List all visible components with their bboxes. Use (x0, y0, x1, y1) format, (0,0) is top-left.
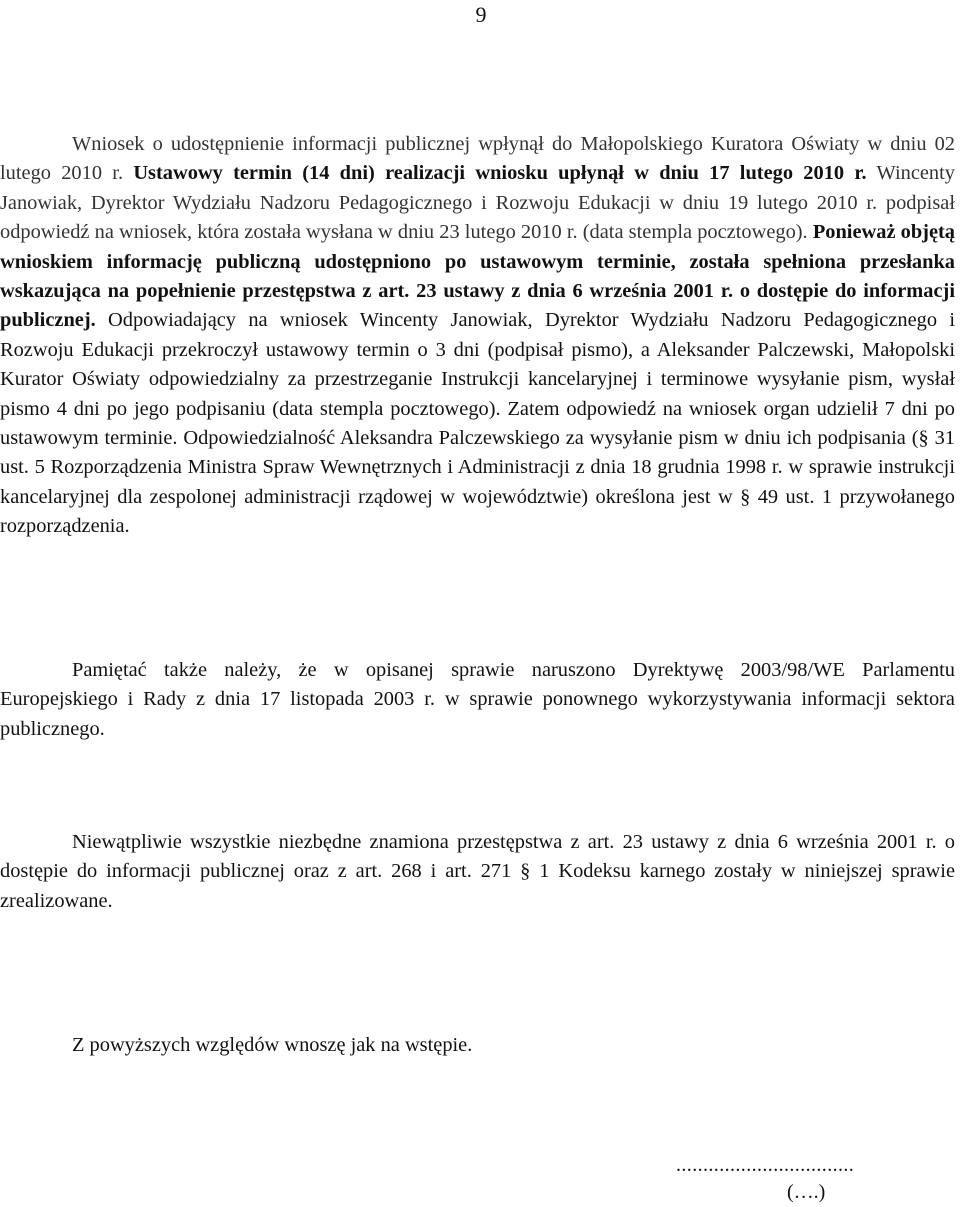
signature-line: ................................. (676, 1154, 855, 1176)
text-segment: Odpowiadający na wniosek Wincenty Janowiak, Dyrektor Wydziału Nadzoru Pedagogicznego i Rozwoju Edukacji przekroczył ustawowy termin o 3 dni (podpisał pismo), a Aleksander Palczewski, Małopolski Kurator Oświaty odpowiedzialny za przestrzeganie Instrukcji kancelaryjnej i terminowe wysyłanie pism, wysłał pismo 4 dni po jego podpisaniu (data stempla pocztowego). Zatem odpowiedź na wniosek organ udzielił 7 dni po ustawowym terminie. Odpowiedzialność Aleksandra Palczewskiego za wysyłanie pism w dniu ich podpisania (§ 31 ust. 5 Rozporządzenia Ministra Spraw Wewnętrznych i Administracji z dnia 18 grudnia 1998 r. w sprawie instrukcji kancelaryjnej dla zespolonej administracji rządowej w województwie) określona jest w § 49 ust. 1 przywołanego rozporządzenia. (0, 309, 955, 538)
signature-placeholder: (….) (787, 1181, 826, 1203)
paragraph-offense-elements: Niewątpliwie wszystkie niezbędne znamiona przestępstwa z art. 23 ustawy z dnia 6 września 2001 r. o dostępie do informacji publicznej oraz z art. 268 i art. 271 § 1 Kodeksu karnego zostały w niniejszej sprawie zrealizowane. (0, 831, 955, 912)
paragraph-request-timeline (0, 130, 955, 542)
bold-statutory-deadline: Ustawowy termin (14 dni) realizacji wniosku upłynął w dniu 17 lutego 2010 r. (133, 162, 867, 185)
paragraph-conclusion: Z powyższych względów wnoszę jak na wstępie. (72, 1034, 473, 1056)
page-number: 9 (475, 2, 487, 27)
paragraph-directive: Pamiętać także należy, że w opisanej sprawie naruszono Dyrektywę 2003/98/WE Parlamentu Europejskiego i Rady z dnia 17 listopada 2003 r. w sprawie ponownego wykorzystywania informacji sektora publicznego. (0, 659, 955, 740)
bold-offense-statement: Ponieważ objętą wnioskiem informację publiczną udostępniono po ustawowym terminie, została spełniona przesłanka wskazująca na popełnienie przestępstwa z art. 23 ustawy z dnia 6 września 2001 r. o dostępie do informacji publicznej. (0, 221, 956, 332)
text-segment: Wincenty Janowiak, Dyrektor Wydziału Nadzoru Pedagogicznego i Rozwoju Edukacji w dniu 19 lutego 2010 r. podpisał odpowiedź na wniosek, która została wysłana w dniu 23 lutego 2010 r. (data stempla pocztowego). (0, 162, 955, 244)
text-segment: Wniosek o udostępnienie informacji publicznej wpłynął do Małopolskiego Kuratora Oświaty w dniu 02 lutego 2010 r. (0, 133, 955, 185)
